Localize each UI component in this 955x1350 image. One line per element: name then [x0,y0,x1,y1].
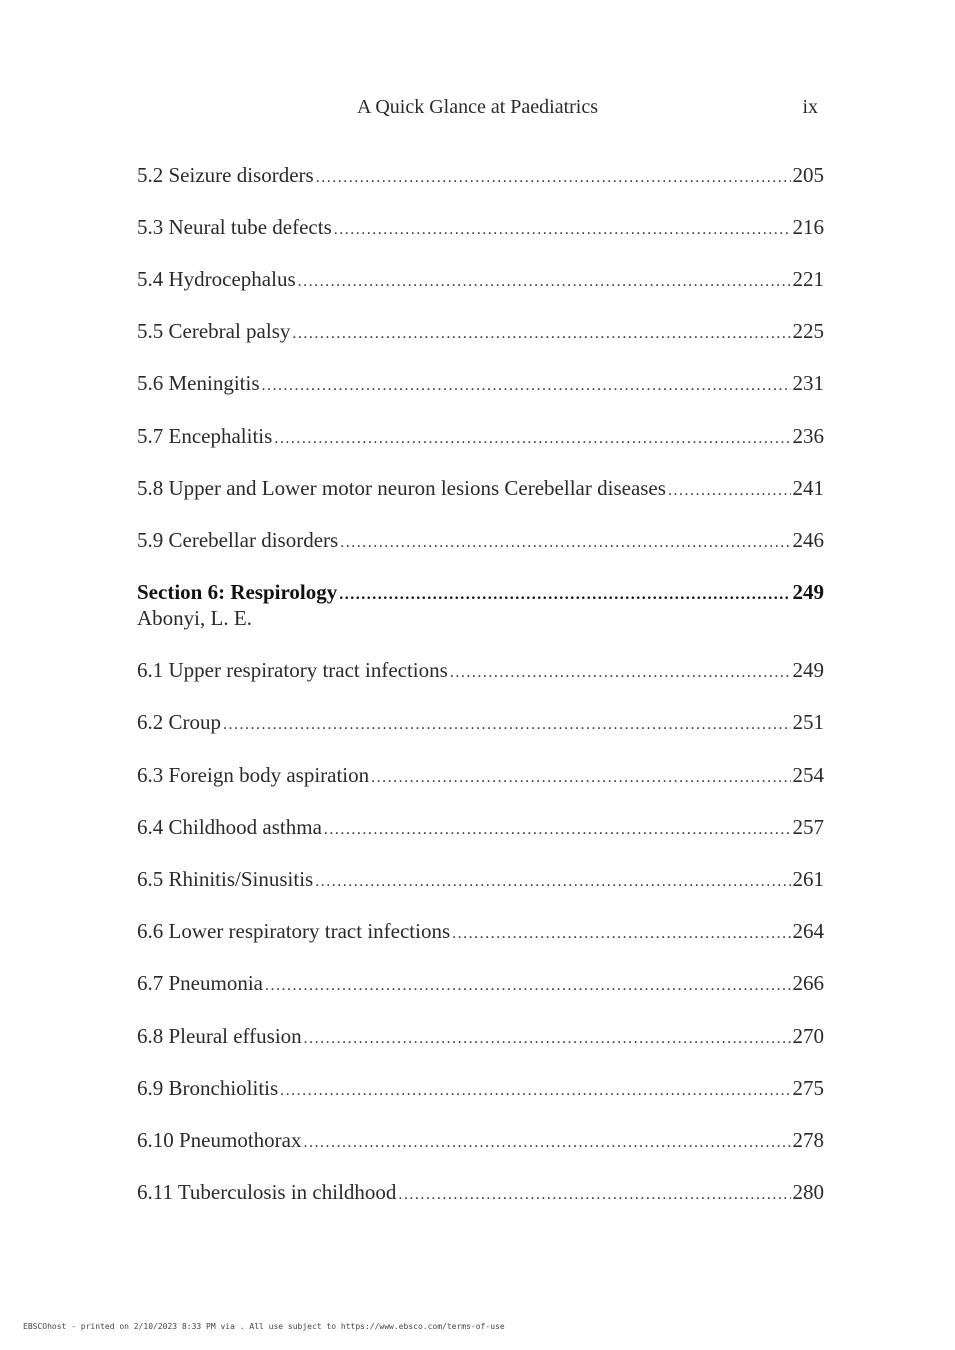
toc-entry-page: 257 [792,815,824,839]
dot-leader [398,1182,790,1208]
toc-entry[interactable] [137,970,824,999]
dot-leader [265,973,791,999]
toc-entry-title: 6.8 Pleural effusion [137,1024,302,1048]
toc-entry-page: 225 [792,319,824,343]
toc-entry-page: 270 [792,1024,824,1048]
toc-entry-title: 6.3 Foreign body aspiration [137,763,370,787]
toc-entry-title: 5.6 Meningitis [137,371,260,395]
dot-leader [223,712,791,738]
dot-leader [324,817,791,843]
toc-entry-page: 266 [792,971,824,995]
toc-entry[interactable] [137,423,824,452]
toc-entry[interactable] [137,657,824,686]
toc-entry[interactable] [137,370,824,399]
toc-entry-page: 264 [792,919,824,943]
print-footer: EBSCOhost - printed on 2/10/2023 8:33 PM via . All use subject to https://www.ebsco.com/terms-of-use [23,1322,505,1331]
dot-leader [340,530,790,556]
dot-leader [303,1130,790,1156]
toc-entry-page: 236 [792,424,824,448]
toc-entry-title: 6.5 Rhinitis/Sinusitis [137,867,314,891]
toc-entry[interactable] [137,1179,824,1208]
toc-entry-title: 6.10 Pneumothorax [137,1128,302,1152]
toc-entry[interactable] [137,918,824,947]
toc-entry-title: 5.7 Encephalitis [137,424,273,448]
toc-entry[interactable] [137,1127,824,1156]
toc-entry-page: 231 [792,371,824,395]
page-number: ix [802,96,818,118]
toc-entry[interactable] [137,318,824,347]
toc-entry-title: 6.4 Childhood asthma [137,815,322,839]
toc-entry[interactable] [137,1023,824,1052]
toc-entry-page: 241 [792,476,824,500]
dot-leader [450,660,791,686]
toc-entry-page: 251 [792,710,824,734]
toc-entry-title: 5.9 Cerebellar disorders [137,528,339,552]
dot-leader [371,765,790,791]
dot-leader [274,426,790,452]
toc-entry[interactable] [137,266,824,295]
toc-entry-title: 5.3 Neural tube defects [137,215,332,239]
toc-section-page: 249 [792,580,824,604]
running-title: A Quick Glance at Paediatrics [356,96,599,118]
toc-entry[interactable] [137,709,824,738]
toc-entry-page: 254 [792,763,824,787]
toc-section-heading[interactable] [137,579,824,608]
toc-entry-page: 280 [792,1180,824,1204]
toc-entry-title: 6.11 Tuberculosis in childhood [137,1180,397,1204]
dot-leader [339,582,790,608]
toc-entry-page: 205 [792,163,824,187]
dot-leader [262,373,791,399]
toc-entry[interactable] [137,475,824,504]
dot-leader [304,1026,791,1052]
toc-entry-title: 5.4 Hydrocephalus [137,267,296,291]
toc-entry[interactable] [137,214,824,243]
dot-leader [298,269,791,295]
dot-leader [452,921,790,947]
toc-entry[interactable] [137,762,824,791]
toc-section-title: Section 6: Respirology [137,580,338,604]
toc-entry-page: 249 [792,658,824,682]
toc-entry-title: 6.7 Pneumonia [137,971,263,995]
toc-entry[interactable] [137,814,824,843]
toc-entry-title: 6.2 Croup [137,710,221,734]
toc-entry[interactable] [137,1075,824,1104]
toc-entry[interactable] [137,162,824,191]
dot-leader [668,478,791,504]
dot-leader [292,321,790,347]
dot-leader [334,217,791,243]
toc-entry[interactable] [137,527,824,556]
toc-entry[interactable] [137,866,824,895]
toc-entry-title: 6.6 Lower respiratory tract infections [137,919,451,943]
toc-entry-title: 6.1 Upper respiratory tract infections [137,658,448,682]
dot-leader [316,165,791,191]
toc-entry-title: 5.8 Upper and Lower motor neuron lesions Cerebellar diseases [137,476,666,500]
section-author: Abonyi, L. E. [137,606,252,630]
toc-entry-page: 278 [792,1128,824,1152]
toc-entry-page: 216 [792,215,824,239]
toc-entry-page: 275 [792,1076,824,1100]
toc-entry-page: 221 [792,267,824,291]
toc-entry-title: 5.2 Seizure disorders [137,163,314,187]
table-of-contents [137,0,824,1350]
toc-entry-title: 5.5 Cerebral palsy [137,319,291,343]
dot-leader [280,1078,790,1104]
dot-leader [315,869,790,895]
toc-entry-page: 246 [792,528,824,552]
toc-entry-page: 261 [792,867,824,891]
toc-entry-title: 6.9 Bronchiolitis [137,1076,279,1100]
